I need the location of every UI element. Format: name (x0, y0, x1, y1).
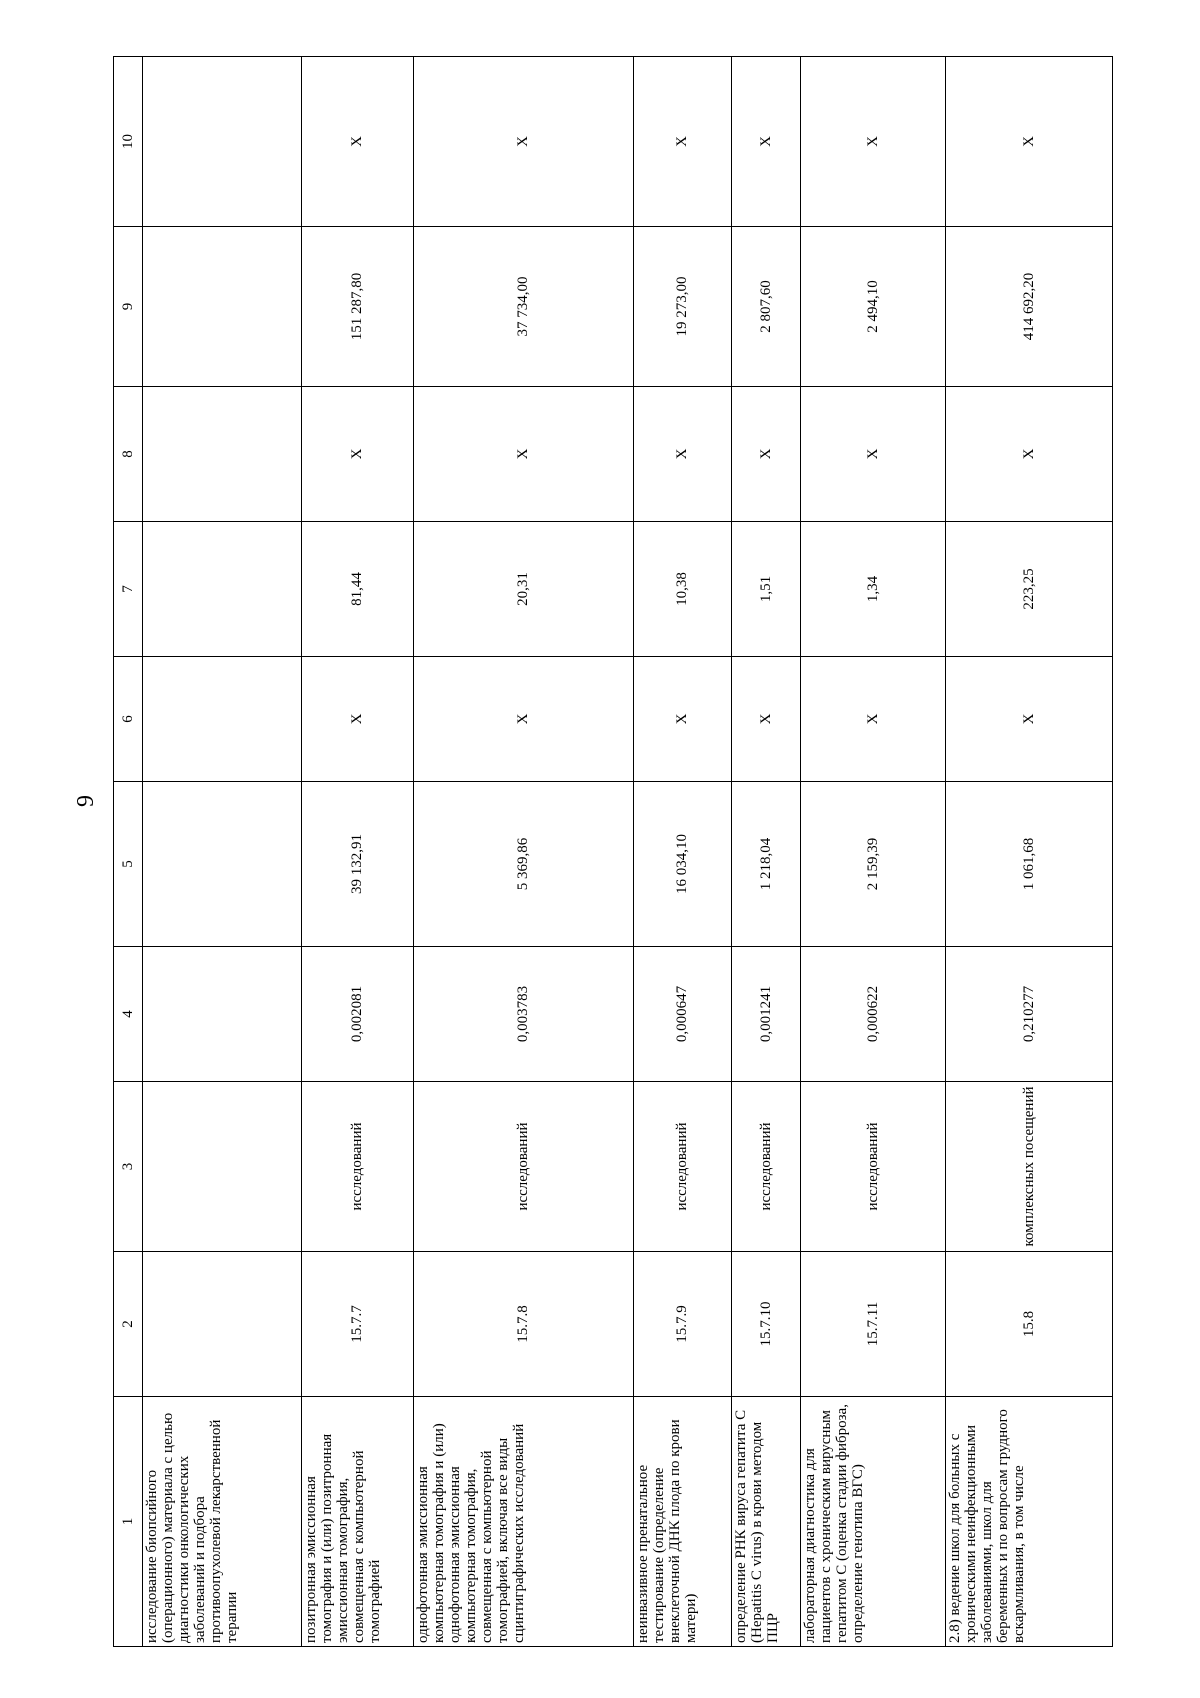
volume-cell: 0,000622 (801, 947, 945, 1082)
unit-cell: исследований (301, 1082, 413, 1252)
value-cell: 1,51 (731, 522, 801, 657)
service-name-cell: лабораторная диагностика для пациентов с хроническим вирусным гепатитом С (оценка стадии фиброза, определение генотипа ВГС) (801, 1397, 945, 1647)
unit-cell: исследований (801, 1082, 945, 1252)
value-cell: Х (634, 387, 731, 522)
volume-cell: 0,002081 (301, 947, 413, 1082)
unit-cell (142, 1082, 301, 1252)
value-cell: Х (301, 387, 413, 522)
value-cell: Х (801, 387, 945, 522)
value-cell: 1,34 (801, 522, 945, 657)
value-cell: Х (731, 387, 801, 522)
table-row (142, 57, 301, 1647)
volume-cell (142, 947, 301, 1082)
row-code-cell: 15.7.9 (634, 1252, 731, 1397)
value-cell: 10,38 (634, 522, 731, 657)
column-number: 6 (114, 657, 143, 782)
cost-cell: 16 034,10 (634, 782, 731, 947)
unit-cell: комплексных посещений (945, 1082, 1112, 1252)
service-name-cell: неинвазивное пренатальное тестирование (определение внеклеточной ДНК плода по крови матери) (634, 1397, 731, 1647)
value-cell: 223,25 (945, 522, 1112, 657)
column-number: 4 (114, 947, 143, 1082)
value-cell: Х (301, 657, 413, 782)
service-name-cell: 2.8) ведение школ для больных с хроническими неинфекционными заболеваниями, школ для беременных и по вопросам грудного вскармливания, в том числе (945, 1397, 1112, 1647)
row-code-cell: 15.8 (945, 1252, 1112, 1397)
unit-cell: исследований (413, 1082, 633, 1252)
value-cell: 414 692,20 (945, 227, 1112, 387)
value-cell: 2 807,60 (731, 227, 801, 387)
value-cell: 37 734,00 (413, 227, 633, 387)
table-row (413, 57, 633, 1647)
service-name-cell: исследование биопсийного (операционного) материала с целью диагностики онкологических заболеваний и подбора противоопухолевой лекарственной терапии (142, 1397, 301, 1647)
cost-cell: 5 369,86 (413, 782, 633, 947)
table-row (945, 57, 1112, 1647)
value-cell (142, 227, 301, 387)
value-cell: Х (413, 57, 633, 227)
volume-cell: 0,000647 (634, 947, 731, 1082)
volume-cell: 0,210277 (945, 947, 1112, 1082)
value-cell: Х (731, 57, 801, 227)
tariff-table (113, 56, 1113, 1647)
cost-cell: 1 218,04 (731, 782, 801, 947)
value-cell: Х (801, 657, 945, 782)
cost-cell: 39 132,91 (301, 782, 413, 947)
value-cell: Х (634, 57, 731, 227)
column-number-row (114, 57, 143, 1647)
value-cell: 81,44 (301, 522, 413, 657)
unit-cell: исследований (731, 1082, 801, 1252)
value-cell: 20,31 (413, 522, 633, 657)
value-cell (142, 387, 301, 522)
column-number: 5 (114, 782, 143, 947)
unit-cell: исследований (634, 1082, 731, 1252)
volume-cell: 0,003783 (413, 947, 633, 1082)
page-number: 9 (72, 795, 99, 807)
value-cell: Х (945, 57, 1112, 227)
value-cell: Х (413, 387, 633, 522)
service-name-cell: однофотонная эмиссионная компьютерная томография и (или) однофотонная эмиссионная компьютерная томография, совмещенная с компьютерной томографией, включая все виды сцинтиграфических исследований (413, 1397, 633, 1647)
value-cell: 151 287,80 (301, 227, 413, 387)
column-number: 3 (114, 1082, 143, 1252)
cost-cell: 1 061,68 (945, 782, 1112, 947)
value-cell (142, 57, 301, 227)
value-cell: Х (413, 657, 633, 782)
value-cell: Х (945, 387, 1112, 522)
cost-cell: 2 159,39 (801, 782, 945, 947)
value-cell: 2 494,10 (801, 227, 945, 387)
service-name-cell: позитронная эмиссионная томография и (или) позитронная эмиссионная томография, совмещенная с компьютерной томографией (301, 1397, 413, 1647)
row-code-cell: 15.7.7 (301, 1252, 413, 1397)
row-code-cell: 15.7.10 (731, 1252, 801, 1397)
service-name-cell: определение РНК вируса гепатита С (Hepatitis C virus) в крови методом ПЦР (731, 1397, 801, 1647)
column-number: 2 (114, 1252, 143, 1397)
tariff-table-container (113, 57, 1113, 1647)
table-row (801, 57, 945, 1647)
column-number: 8 (114, 387, 143, 522)
value-cell: Х (301, 57, 413, 227)
row-code-cell: 15.7.11 (801, 1252, 945, 1397)
value-cell: Х (731, 657, 801, 782)
column-number: 10 (114, 57, 143, 227)
row-code-cell (142, 1252, 301, 1397)
row-code-cell: 15.7.8 (413, 1252, 633, 1397)
cost-cell (142, 782, 301, 947)
table-row (634, 57, 731, 1647)
column-number: 7 (114, 522, 143, 657)
value-cell: 19 273,00 (634, 227, 731, 387)
table-row (731, 57, 801, 1647)
column-number: 1 (114, 1397, 143, 1647)
value-cell (142, 522, 301, 657)
value-cell (142, 657, 301, 782)
value-cell: Х (801, 57, 945, 227)
value-cell: Х (945, 657, 1112, 782)
table-row (301, 57, 413, 1647)
volume-cell: 0,001241 (731, 947, 801, 1082)
column-number: 9 (114, 227, 143, 387)
value-cell: Х (634, 657, 731, 782)
